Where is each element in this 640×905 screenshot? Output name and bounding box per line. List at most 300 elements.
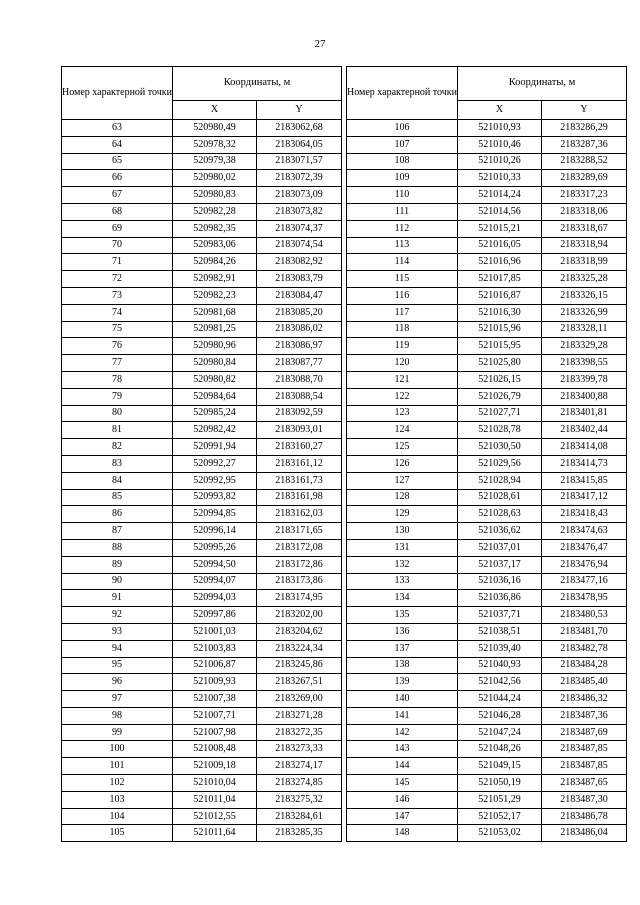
point-number-cell: 112 <box>347 220 458 237</box>
table-row <box>62 556 342 573</box>
table-row <box>347 120 627 137</box>
y-coordinate-cell: 2183267,51 <box>257 674 342 691</box>
point-number-cell: 115 <box>347 271 458 288</box>
point-number-header: Номер характерной точки <box>347 67 458 120</box>
table-row <box>62 136 342 153</box>
x-column-header: X <box>458 101 542 120</box>
table-row <box>347 237 627 254</box>
point-number-cell: 133 <box>347 573 458 590</box>
table-row <box>347 304 627 321</box>
point-number-cell: 64 <box>62 136 173 153</box>
point-number-cell: 129 <box>347 506 458 523</box>
x-coordinate-cell: 521028,94 <box>458 472 542 489</box>
table-row <box>62 304 342 321</box>
x-coordinate-cell: 520980,82 <box>173 371 257 388</box>
y-coordinate-cell: 2183402,44 <box>542 422 627 439</box>
point-number-cell: 71 <box>62 254 173 271</box>
table-row <box>62 472 342 489</box>
y-coordinate-cell: 2183224,34 <box>257 640 342 657</box>
x-coordinate-cell: 520982,35 <box>173 220 257 237</box>
x-coordinate-cell: 521038,51 <box>458 623 542 640</box>
x-coordinate-cell: 520984,64 <box>173 388 257 405</box>
x-coordinate-cell: 520984,26 <box>173 254 257 271</box>
table-row <box>62 187 342 204</box>
y-column-header: Y <box>257 101 342 120</box>
table-row <box>62 808 342 825</box>
x-coordinate-cell: 520992,27 <box>173 455 257 472</box>
x-coordinate-cell: 521048,26 <box>458 741 542 758</box>
point-number-cell: 80 <box>62 405 173 422</box>
point-number-cell: 96 <box>62 674 173 691</box>
x-coordinate-cell: 520980,83 <box>173 187 257 204</box>
y-coordinate-cell: 2183398,55 <box>542 355 627 372</box>
y-coordinate-cell: 2183171,65 <box>257 523 342 540</box>
y-coordinate-cell: 2183326,15 <box>542 287 627 304</box>
table-row <box>62 120 342 137</box>
table-row <box>62 657 342 674</box>
y-coordinate-cell: 2183162,03 <box>257 506 342 523</box>
x-coordinate-cell: 520991,94 <box>173 439 257 456</box>
table-row <box>347 170 627 187</box>
point-number-cell: 144 <box>347 758 458 775</box>
x-coordinate-cell: 521049,15 <box>458 758 542 775</box>
x-coordinate-cell: 521007,38 <box>173 691 257 708</box>
y-coordinate-cell: 2183074,54 <box>257 237 342 254</box>
table-row <box>347 791 627 808</box>
point-number-cell: 98 <box>62 707 173 724</box>
y-coordinate-cell: 2183417,12 <box>542 489 627 506</box>
point-number-cell: 65 <box>62 153 173 170</box>
table-row <box>62 607 342 624</box>
table-row <box>62 271 342 288</box>
table-row <box>62 791 342 808</box>
point-number-cell: 63 <box>62 120 173 137</box>
y-coordinate-cell: 2183487,36 <box>542 707 627 724</box>
y-coordinate-cell: 2183275,32 <box>257 791 342 808</box>
table-row <box>347 371 627 388</box>
y-coordinate-cell: 2183088,70 <box>257 371 342 388</box>
x-coordinate-cell: 521037,17 <box>458 556 542 573</box>
x-coordinate-cell: 521003,83 <box>173 640 257 657</box>
point-number-cell: 100 <box>62 741 173 758</box>
point-number-cell: 101 <box>62 758 173 775</box>
point-number-cell: 143 <box>347 741 458 758</box>
table-row <box>347 271 627 288</box>
table-row <box>347 590 627 607</box>
point-number-cell: 91 <box>62 590 173 607</box>
x-coordinate-cell: 521016,96 <box>458 254 542 271</box>
table-row <box>347 136 627 153</box>
y-coordinate-cell: 2183289,69 <box>542 170 627 187</box>
y-coordinate-cell: 2183318,94 <box>542 237 627 254</box>
x-coordinate-cell: 521040,93 <box>458 657 542 674</box>
y-coordinate-cell: 2183286,29 <box>542 120 627 137</box>
table-row <box>347 523 627 540</box>
table-row <box>62 455 342 472</box>
x-coordinate-cell: 521010,93 <box>458 120 542 137</box>
table-row <box>62 220 342 237</box>
y-coordinate-cell: 2183325,28 <box>542 271 627 288</box>
table-row <box>62 573 342 590</box>
x-coordinate-cell: 521015,21 <box>458 220 542 237</box>
point-number-cell: 130 <box>347 523 458 540</box>
table-row <box>62 523 342 540</box>
table-row <box>347 741 627 758</box>
point-number-cell: 90 <box>62 573 173 590</box>
point-number-cell: 120 <box>347 355 458 372</box>
y-coordinate-cell: 2183269,00 <box>257 691 342 708</box>
y-coordinate-cell: 2183328,11 <box>542 321 627 338</box>
point-number-cell: 67 <box>62 187 173 204</box>
x-coordinate-cell: 521026,79 <box>458 388 542 405</box>
y-coordinate-cell: 2183161,98 <box>257 489 342 506</box>
coordinates-header: Координаты, м <box>173 67 342 101</box>
point-number-cell: 85 <box>62 489 173 506</box>
point-number-cell: 116 <box>347 287 458 304</box>
point-number-cell: 83 <box>62 455 173 472</box>
table-row <box>62 489 342 506</box>
x-coordinate-cell: 521030,50 <box>458 439 542 456</box>
point-number-cell: 127 <box>347 472 458 489</box>
table-row <box>62 640 342 657</box>
table-row <box>62 371 342 388</box>
y-coordinate-cell: 2183285,35 <box>257 825 342 842</box>
y-coordinate-cell: 2183400,88 <box>542 388 627 405</box>
table-row <box>347 422 627 439</box>
point-number-cell: 142 <box>347 724 458 741</box>
y-coordinate-cell: 2183486,32 <box>542 691 627 708</box>
x-coordinate-cell: 520982,23 <box>173 287 257 304</box>
x-coordinate-cell: 520994,03 <box>173 590 257 607</box>
y-coordinate-cell: 2183092,59 <box>257 405 342 422</box>
table-row <box>347 539 627 556</box>
y-coordinate-cell: 2183318,06 <box>542 203 627 220</box>
table-row <box>62 338 342 355</box>
x-coordinate-cell: 521051,29 <box>458 791 542 808</box>
x-coordinate-cell: 521014,56 <box>458 203 542 220</box>
point-number-cell: 118 <box>347 321 458 338</box>
y-coordinate-cell: 2183271,28 <box>257 707 342 724</box>
table-row <box>347 187 627 204</box>
point-number-cell: 134 <box>347 590 458 607</box>
point-number-cell: 78 <box>62 371 173 388</box>
point-number-cell: 84 <box>62 472 173 489</box>
y-coordinate-cell: 2183482,78 <box>542 640 627 657</box>
y-coordinate-cell: 2183160,27 <box>257 439 342 456</box>
point-number-cell: 75 <box>62 321 173 338</box>
point-number-cell: 79 <box>62 388 173 405</box>
y-coordinate-cell: 2183085,20 <box>257 304 342 321</box>
table-row <box>62 321 342 338</box>
x-coordinate-cell: 520994,85 <box>173 506 257 523</box>
y-coordinate-cell: 2183274,17 <box>257 758 342 775</box>
table-row <box>347 355 627 372</box>
point-number-cell: 113 <box>347 237 458 254</box>
table-row <box>347 455 627 472</box>
table-row <box>347 640 627 657</box>
x-coordinate-cell: 521016,30 <box>458 304 542 321</box>
table-row <box>347 203 627 220</box>
point-number-cell: 136 <box>347 623 458 640</box>
y-coordinate-cell: 2183204,62 <box>257 623 342 640</box>
point-number-cell: 99 <box>62 724 173 741</box>
y-coordinate-cell: 2183326,99 <box>542 304 627 321</box>
table-row <box>62 539 342 556</box>
x-coordinate-cell: 521010,46 <box>458 136 542 153</box>
y-coordinate-cell: 2183071,57 <box>257 153 342 170</box>
coordinates-table-right <box>346 66 627 842</box>
point-number-cell: 109 <box>347 170 458 187</box>
point-number-cell: 125 <box>347 439 458 456</box>
table-row <box>347 153 627 170</box>
y-coordinate-cell: 2183082,92 <box>257 254 342 271</box>
x-coordinate-cell: 520980,49 <box>173 120 257 137</box>
y-coordinate-cell: 2183072,39 <box>257 170 342 187</box>
x-coordinate-cell: 521007,71 <box>173 707 257 724</box>
x-coordinate-cell: 521014,24 <box>458 187 542 204</box>
point-number-cell: 69 <box>62 220 173 237</box>
y-coordinate-cell: 2183087,77 <box>257 355 342 372</box>
y-coordinate-cell: 2183083,79 <box>257 271 342 288</box>
table-row <box>347 691 627 708</box>
x-coordinate-cell: 520983,06 <box>173 237 257 254</box>
point-number-cell: 107 <box>347 136 458 153</box>
point-number-cell: 82 <box>62 439 173 456</box>
point-number-cell: 145 <box>347 775 458 792</box>
point-number-cell: 131 <box>347 539 458 556</box>
table-row <box>347 724 627 741</box>
point-number-cell: 103 <box>62 791 173 808</box>
point-number-cell: 138 <box>347 657 458 674</box>
y-coordinate-cell: 2183486,78 <box>542 808 627 825</box>
x-coordinate-cell: 521036,16 <box>458 573 542 590</box>
point-number-cell: 106 <box>347 120 458 137</box>
table-row <box>347 573 627 590</box>
y-coordinate-cell: 2183401,81 <box>542 405 627 422</box>
x-coordinate-cell: 521053,02 <box>458 825 542 842</box>
table-row <box>62 691 342 708</box>
x-coordinate-cell: 520981,68 <box>173 304 257 321</box>
y-coordinate-cell: 2183093,01 <box>257 422 342 439</box>
x-coordinate-cell: 521010,33 <box>458 170 542 187</box>
x-coordinate-cell: 521009,18 <box>173 758 257 775</box>
y-coordinate-cell: 2183086,97 <box>257 338 342 355</box>
table-row <box>62 707 342 724</box>
y-coordinate-cell: 2183317,23 <box>542 187 627 204</box>
table-row <box>62 506 342 523</box>
point-number-cell: 102 <box>62 775 173 792</box>
table-row <box>347 489 627 506</box>
x-coordinate-cell: 520992,95 <box>173 472 257 489</box>
table-row <box>62 203 342 220</box>
point-number-cell: 140 <box>347 691 458 708</box>
x-coordinate-cell: 521039,40 <box>458 640 542 657</box>
y-coordinate-cell: 2183274,85 <box>257 775 342 792</box>
point-number-cell: 111 <box>347 203 458 220</box>
point-number-cell: 68 <box>62 203 173 220</box>
x-coordinate-cell: 521044,24 <box>458 691 542 708</box>
x-coordinate-cell: 520980,96 <box>173 338 257 355</box>
point-number-cell: 70 <box>62 237 173 254</box>
table-row <box>347 775 627 792</box>
y-coordinate-cell: 2183173,86 <box>257 573 342 590</box>
y-coordinate-cell: 2183074,37 <box>257 220 342 237</box>
point-number-cell: 74 <box>62 304 173 321</box>
table-row <box>347 808 627 825</box>
table-row <box>62 355 342 372</box>
y-column-header: Y <box>542 101 627 120</box>
x-coordinate-cell: 521028,78 <box>458 422 542 439</box>
table-row <box>62 254 342 271</box>
point-number-cell: 121 <box>347 371 458 388</box>
point-number-cell: 147 <box>347 808 458 825</box>
x-coordinate-cell: 521008,48 <box>173 741 257 758</box>
y-coordinate-cell: 2183476,47 <box>542 539 627 556</box>
x-coordinate-cell: 520985,24 <box>173 405 257 422</box>
y-coordinate-cell: 2183418,43 <box>542 506 627 523</box>
y-coordinate-cell: 2183064,05 <box>257 136 342 153</box>
coordinates-header: Координаты, м <box>458 67 627 101</box>
x-coordinate-cell: 521028,63 <box>458 506 542 523</box>
table-row <box>62 724 342 741</box>
table-row <box>347 220 627 237</box>
y-coordinate-cell: 2183172,86 <box>257 556 342 573</box>
y-coordinate-cell: 2183486,04 <box>542 825 627 842</box>
x-coordinate-cell: 521009,93 <box>173 674 257 691</box>
point-number-cell: 93 <box>62 623 173 640</box>
point-number-cell: 66 <box>62 170 173 187</box>
table-row <box>347 674 627 691</box>
y-coordinate-cell: 2183329,28 <box>542 338 627 355</box>
x-coordinate-cell: 521016,87 <box>458 287 542 304</box>
point-number-cell: 81 <box>62 422 173 439</box>
table-row <box>347 825 627 842</box>
y-coordinate-cell: 2183474,63 <box>542 523 627 540</box>
table-row <box>62 287 342 304</box>
point-number-cell: 76 <box>62 338 173 355</box>
point-number-cell: 122 <box>347 388 458 405</box>
y-coordinate-cell: 2183415,85 <box>542 472 627 489</box>
x-coordinate-cell: 520978,32 <box>173 136 257 153</box>
x-coordinate-cell: 520980,02 <box>173 170 257 187</box>
y-coordinate-cell: 2183414,08 <box>542 439 627 456</box>
table-row <box>62 422 342 439</box>
table-row <box>347 439 627 456</box>
x-coordinate-cell: 521037,71 <box>458 607 542 624</box>
point-number-cell: 105 <box>62 825 173 842</box>
y-coordinate-cell: 2183084,47 <box>257 287 342 304</box>
table-row <box>62 170 342 187</box>
table-row <box>347 623 627 640</box>
x-coordinate-cell: 521052,17 <box>458 808 542 825</box>
table-row <box>62 758 342 775</box>
table-row <box>347 338 627 355</box>
table-row <box>62 405 342 422</box>
point-number-cell: 97 <box>62 691 173 708</box>
table-row <box>347 405 627 422</box>
point-number-cell: 126 <box>347 455 458 472</box>
table-row <box>62 388 342 405</box>
y-coordinate-cell: 2183272,35 <box>257 724 342 741</box>
point-number-cell: 139 <box>347 674 458 691</box>
point-number-cell: 141 <box>347 707 458 724</box>
x-coordinate-cell: 521011,64 <box>173 825 257 842</box>
y-coordinate-cell: 2183478,95 <box>542 590 627 607</box>
point-number-cell: 135 <box>347 607 458 624</box>
x-coordinate-cell: 520979,38 <box>173 153 257 170</box>
y-coordinate-cell: 2183284,61 <box>257 808 342 825</box>
x-coordinate-cell: 521046,28 <box>458 707 542 724</box>
point-number-cell: 114 <box>347 254 458 271</box>
point-number-cell: 146 <box>347 791 458 808</box>
table-row <box>347 321 627 338</box>
y-coordinate-cell: 2183073,09 <box>257 187 342 204</box>
table-row <box>347 287 627 304</box>
x-coordinate-cell: 521011,04 <box>173 791 257 808</box>
y-coordinate-cell: 2183161,12 <box>257 455 342 472</box>
x-coordinate-cell: 520994,50 <box>173 556 257 573</box>
x-coordinate-cell: 521007,98 <box>173 724 257 741</box>
x-coordinate-cell: 520993,82 <box>173 489 257 506</box>
table-row <box>62 825 342 842</box>
point-number-cell: 95 <box>62 657 173 674</box>
point-number-cell: 128 <box>347 489 458 506</box>
point-number-cell: 108 <box>347 153 458 170</box>
x-coordinate-cell: 521037,01 <box>458 539 542 556</box>
point-number-cell: 110 <box>347 187 458 204</box>
x-coordinate-cell: 521010,26 <box>458 153 542 170</box>
point-number-cell: 87 <box>62 523 173 540</box>
x-coordinate-cell: 521001,03 <box>173 623 257 640</box>
table-row <box>347 506 627 523</box>
x-coordinate-cell: 521047,24 <box>458 724 542 741</box>
y-coordinate-cell: 2183487,85 <box>542 741 627 758</box>
x-coordinate-cell: 521016,05 <box>458 237 542 254</box>
y-coordinate-cell: 2183487,65 <box>542 775 627 792</box>
x-coordinate-cell: 521015,95 <box>458 338 542 355</box>
point-number-cell: 123 <box>347 405 458 422</box>
x-coordinate-cell: 521026,15 <box>458 371 542 388</box>
point-number-cell: 148 <box>347 825 458 842</box>
y-coordinate-cell: 2183062,68 <box>257 120 342 137</box>
table-row <box>62 237 342 254</box>
x-coordinate-cell: 521050,19 <box>458 775 542 792</box>
y-coordinate-cell: 2183481,70 <box>542 623 627 640</box>
y-coordinate-cell: 2183245,86 <box>257 657 342 674</box>
y-coordinate-cell: 2183161,73 <box>257 472 342 489</box>
x-coordinate-cell: 521010,04 <box>173 775 257 792</box>
table-row <box>347 254 627 271</box>
y-coordinate-cell: 2183485,40 <box>542 674 627 691</box>
x-coordinate-cell: 520982,91 <box>173 271 257 288</box>
y-coordinate-cell: 2183476,94 <box>542 556 627 573</box>
table-row <box>347 472 627 489</box>
point-number-cell: 86 <box>62 506 173 523</box>
x-coordinate-cell: 520980,84 <box>173 355 257 372</box>
x-coordinate-cell: 521027,71 <box>458 405 542 422</box>
x-coordinate-cell: 521029,56 <box>458 455 542 472</box>
y-coordinate-cell: 2183172,08 <box>257 539 342 556</box>
point-number-cell: 89 <box>62 556 173 573</box>
y-coordinate-cell: 2183287,36 <box>542 136 627 153</box>
y-coordinate-cell: 2183318,67 <box>542 220 627 237</box>
x-coordinate-cell: 521025,80 <box>458 355 542 372</box>
x-coordinate-cell: 521006,87 <box>173 657 257 674</box>
y-coordinate-cell: 2183487,85 <box>542 758 627 775</box>
coordinates-table-left <box>61 66 342 842</box>
table-row <box>62 623 342 640</box>
y-coordinate-cell: 2183318,99 <box>542 254 627 271</box>
